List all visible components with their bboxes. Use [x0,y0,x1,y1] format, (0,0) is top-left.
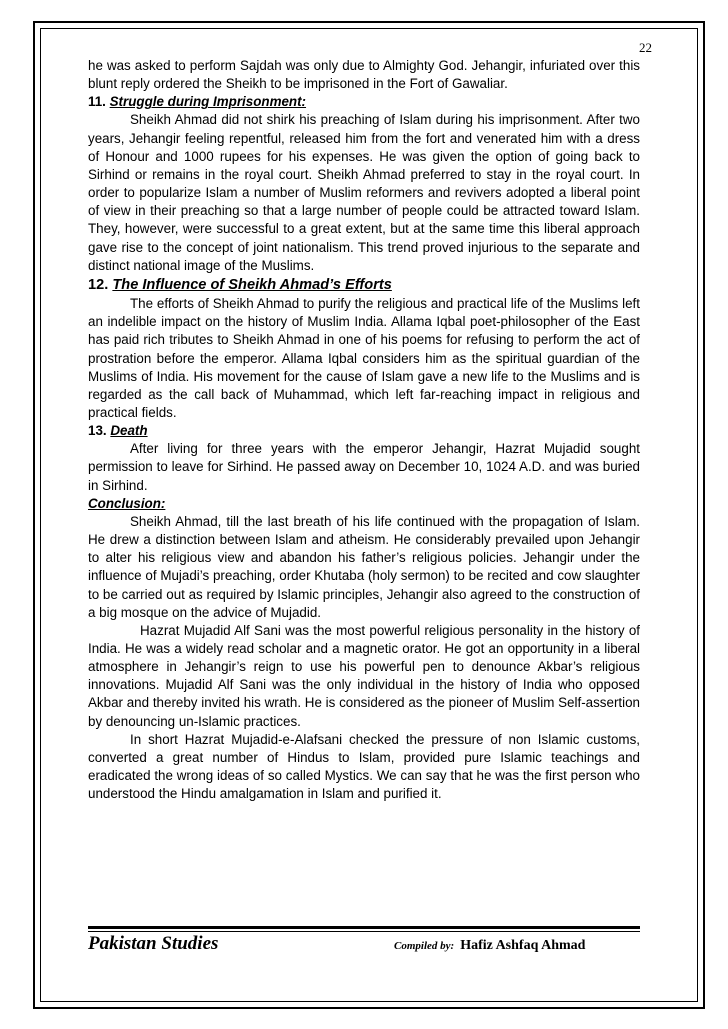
page-number: 22 [639,40,652,55]
section-heading-11 [88,93,640,111]
paragraph: Hazrat Mujadid Alf Sani was the most powerful religious personality in the history of India. He was a widely read scholar and a magnetic orator. He got an opportunity in a liberal atmosphere in Jehangir’s reign to use his powerful pen to denounce Akbar’s religious innovations. Mujadid Alf Sani was the only individual in the history of India who opposed Akbar and thereby invited his wrath. He is considered as the pioneer of Muslim Self-assertion by denouncing un-Islamic practices. [88,622,640,729]
section-title: Conclusion: [88,495,166,511]
section-title: Struggle during Imprisonment: [109,94,307,110]
paragraph: After living for three years with the emperor Jehangir, Hazrat Mujadid sought permission to leave for Sirhind. He passed away on December 10, 1024 A.D. and was buried in Sirhind. [88,441,640,493]
footer-subject: Pakistan Studies [88,933,219,954]
section-number: 11. [88,94,106,110]
footer-author: Hafiz Ashfaq Ahmad [460,938,586,953]
paragraph: In short Hazrat Mujadid-e-Alafsani checked the pressure of non Islamic customs, converted a great number of Hindus to Islam, provided pure Islamic teachings and eradicated the wrong ideas of so called Mystics. We can say that he was the first person who understood the Hindu amalgamation in Islam and purified it. [88,731,640,802]
paragraph: Sheikh Ahmad did not shirk his preaching of Islam during his imprisonment. After two years, Jehangir feeling repentful, released him from the fort and venerated him with a dress of Honour and 1000 rupees for his expenses. He was given the option of going back to Sirhind or remains in the royal court. Sheikh Ahmad preferred to stay in the royal court. In order to popularize Islam a number of Muslim reformers and revivers adopted a liberal point of view in their preaching so that a large number of people could be attracted toward Islam. They, however, were successful to a great extent, but at the same time this liberal approach gave rise to the concept of joint nationalism. This trend proved injurious to the separate and distinct national image of the Muslims. [88,112,640,273]
section-title: The Influence of Sheikh Ahmad’s Efforts [112,276,392,293]
section-heading-13 [88,422,640,440]
section-heading-12 [88,276,640,294]
footer-rule [88,926,640,929]
footer-credit [394,938,585,954]
paragraph: he was asked to perform Sajdah was only due to Almighty God. Jehangir, infuriated over this blunt reply ordered the Sheikh to be imprisoned in the Fort of Gawaliar. [88,58,640,92]
section-title: Death [110,423,148,439]
section-number: 12. [88,276,109,293]
paragraph: Sheikh Ahmad, till the last breath of his life continued with the propagation of Islam. He drew a distinction between Islam and atheism. He considerably prevailed upon Jehangir to alter his religious view and abandon his father’s religious policies. Jehangir under the influence of Mujadi’s preaching, order Khutaba (holy sermon) to be recited and cow slaughter to be carried out as required by Islamic principles, Jehangir also agreed to the construction of a big mosque on the advice of Mujadid. [88,513,640,620]
section-number: 13. [88,423,107,439]
footer-compiled-label: Compiled by: [394,940,455,952]
paragraph: The efforts of Sheikh Ahmad to purify the religious and practical life of the Muslims left an indelible impact on the history of Muslim India. Allama Iqbal poet-philosopher of the East has paid rich tributes to Sheikh Ahmad in one of his poems for refusing to perform the act of prostration before the emperor. Allama Iqbal considers him as the spiritual guardian of the Muslims of India. His movement for the cause of Islam gave a new life to the Muslims and is regarded as the call back of Muhammad, which left far-reaching impact in religious and practical fields. [88,296,640,420]
page-body [88,39,652,803]
footer-rule-thin [88,931,640,932]
conclusion-heading [88,495,640,513]
